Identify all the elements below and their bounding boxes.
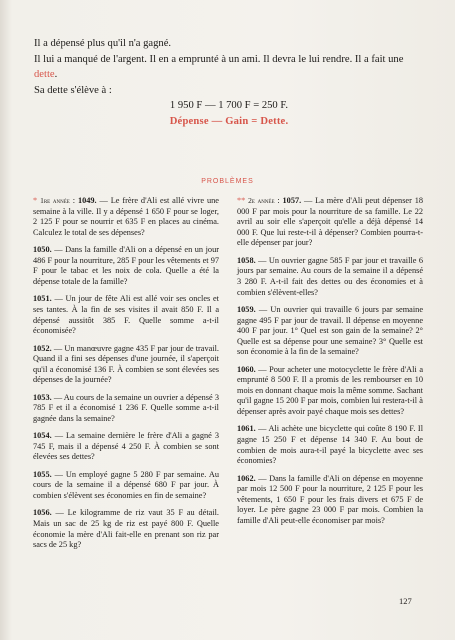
problem-text: Au cours de la semaine un ouvrier a dépensé 3 785 F et il a économisé 1 236 F. Quelle somme a-t-il gagnée dans la semaine? [33,392,219,423]
problem-item: 1050. — Dans la famille d'Ali on a dépensé en un jour 486 F pour la nourriture, 285 F pour les vêtements et 97 F pour le tabac et les noix de cola. Quelle a été la dépense totale de la famille? [33,245,219,286]
intro-text [34,36,424,98]
page-number: 127 [399,596,412,606]
problem-text: Un jour de fête Ali est allé voir ses oncles et ses tantes. À la fin de ses visites il avait 850 F. Il a dépensé aussitôt 385 F. Quelle somme a-t-il économisée? [33,294,219,336]
problem-text: Pour acheter une motocyclette le frère d'Ali a emprunté 8 500 F. Il a promis de les rembourser en 10 mois en donnant chaque mois la même somme. Sachant qu'il gagne 15 200 F par mois, combien lui restera-t-il à dépenser après avoir payé chaque mois ses dettes? [237,364,423,417]
problem-item: 1051. — Un jour de fête Ali est allé voir ses oncles et ses tantes. À la fin de ses visites il avait 850 F. Il a dépensé aussitôt 385 F. Quelle somme a-t-il économisée? [33,294,219,336]
problem-item: 1052. — Un manœuvre gagne 435 F par jour de travail. Quand il a fini ses dépenses d'une journée, il s'aperçoit qu'il a économisé 136 F. À combien se sont élevées ses dépenses de la journée? [33,343,219,385]
section-title: PROBLÈMES [201,178,254,185]
problem-text: Le frère d'Ali est allé vivre une semaine à la ville. Il y a dépensé 1 650 F pour se loger, 2 125 F pour se nourrir et 635 F en places au cinéma. Calculez le total de ses dépenses? [33,196,219,237]
problem-item: 1056. — Le kilogramme de riz vaut 35 F au détail. Mais un sac de 25 kg de riz est payé 800 F. Quelle économie la mère d'Ali fait-elle en prenant son riz par sacs de 25 kg? [33,508,220,550]
problem-text: Dans la famille d'Ali on dépense en moyenne par mois 12 500 F pour la nourriture, 2 125 F pour les vêtements, 1 650 F pour les frais divers et 675 F de loyer. Le père gagne 23 000 F par mois. Combien la famille d'Ali peut-elle économiser par mois? [237,473,423,526]
equation-words: Dépense — Gain = Dette. [169,115,289,127]
problem-item: 1059. — Un ouvrier qui travaille 6 jours par semaine gagne 495 F par jour de travail. Il dépense en moyenne 400 F par jour. 1° Quel est son gain de la semaine? 2° Quelle est sa dépense pour une semaine? 3° Quelle est son économie à la fin de la semaine? [237,304,424,357]
problem-text: Dans la famille d'Ali on a dépensé en un jour 486 F pour la nourriture, 285 F pour les vêtements et 97 F pour le tabac et les noix de cola. Quelle a été la dépense totale de la famille? [33,245,219,286]
grade-label: 2e année [248,196,275,205]
problem-number: 1053. [33,392,52,402]
problems-left-column [33,196,219,558]
problem-item: 1061. — Ali achète une bicyclette qui coûte 8 190 F. Il gagne 15 250 F et dépense 14 340 F. Au bout de combien de mois aura-t-il payé la bicyclette avec ses économies? [237,424,423,466]
problem-number: 1055. [33,469,52,479]
problem-item: 1060. — Pour acheter une motocyclette le frère d'Ali a emprunté 8 500 F. Il a promis de les rembourser en 10 mois en donnant chaque mois la même somme. Sachant qu'il gagne 15 200 F par mois, combien lui restera-t-il à dépenser après avoir payé chaque mois ses dettes? [237,364,423,417]
problem-item: ** 2e année : 1057. — La mère d'Ali peut dépenser 18 000 F par mois pour la nourriture de sa famille. Le 22 avril au soir elle s'aperçoit qu'elle a déjà dépensé 14 000 F. Que lui reste-t-il à dépenser? Combien pourra-t-elle dépenser par jour? [237,196,424,248]
equation-numbers: 1 950 F — 1 700 F = 250 F. [169,100,289,111]
problem-item: 1058. — Un ouvrier gagne 585 F par jour et travaille 6 jours par semaine. Au cours de la semaine il a dépensé 3 280 F. A-t-il fait des dettes ou des économies et à combien s'élèvent-elles? [237,255,423,297]
problem-text: Un ouvrier gagne 585 F par jour et travaille 6 jours par semaine. Au cours de la semaine il a dépensé 3 280 F. A-t-il fait des dettes ou des économies et à combien s'élèvent-elles? [237,255,423,297]
problems-right-column [237,196,423,533]
problem-text: La semaine dernière le frère d'Ali a gagné 3 745 F, mais il a dépensé 4 250 F. À combien se sont élevées ses dettes? [33,431,219,462]
problem-text: Un manœuvre gagne 435 F par jour de travail. Quand il a fini ses dépenses d'une journée, il s'aperçoit qu'il a économisé 136 F. À combien se sont élevées ses dépenses de la journée? [33,343,219,385]
intro-line-2-text: Il lui a manqué de l'argent. Il en a emprunté à un ami. Il devra le lui rendre. Il a fait une [34,53,404,65]
problem-text: Le kilogramme de riz vaut 35 F au détail. Mais un sac de 25 kg de riz est payé 800 F. Quelle économie la mère d'Ali fait-elle en prenant son riz par sacs de 25 kg? [33,508,220,550]
problem-item: 1055. — Un employé gagne 5 280 F par semaine. Au cours de la semaine il a dépensé 680 F par jour. À combien s'élèvent ses économies en fin de semaine? [33,469,219,501]
problem-item: 1053. — Au cours de la semaine un ouvrier a dépensé 3 785 F et il a économisé 1 236 F. Quelle somme a-t-il gagnée dans la semaine? [33,392,219,423]
problem-number: 1056. [33,508,52,518]
problem-number: 1058. [237,255,256,265]
intro-line-3: Sa dette s'élève à : [34,84,112,96]
problem-number: 1049. [77,196,97,205]
problem-item: 1062. — Dans la famille d'Ali on dépense en moyenne par mois 12 500 F pour la nourriture, 2 125 F pour les vêtements, 1 650 F pour les frais divers et 675 F de loyer. Le père gagne 23 000 F par mois. Combien la famille d'Ali peut-elle économiser par mois? [237,473,423,526]
grade-label: 1re année [40,196,70,205]
problem-number: 1052. [33,343,52,353]
intro-line-1: Il a dépensé plus qu'il n'a gagné. [34,38,172,49]
intro-line-2-end: . [54,69,58,80]
problem-item: 1054. — La semaine dernière le frère d'Ali a gagné 3 745 F, mais il a dépensé 4 250 F. À combien se sont élevées ses dettes? [33,431,219,462]
problem-text: Ali achète une bicyclette qui coûte 8 190 F. Il gagne 15 250 F et dépense 14 340 F. Au bout de combien de mois aura-t-il payé la bicyclette avec ses économies? [237,424,423,466]
problem-number: 1057. [282,196,302,205]
dette-term: dette [34,69,55,80]
problem-number: 1062. [237,473,256,483]
problem-text: Un ouvrier qui travaille 6 jours par semaine gagne 495 F par jour de travail. Il dépense en moyenne 400 F par jour. 1° Quel est son gain de la semaine? 2° Quelle est sa dépense pour une semaine? 3° Quelle est son économie à la fin de la semaine? [237,304,424,357]
problem-number: 1051. [33,294,52,304]
problem-number: 1060. [237,364,256,374]
problem-number: 1059. [237,304,256,314]
difficulty-star: ** [237,196,246,205]
problem-number: 1050. [33,245,52,255]
problem-number: 1061. [237,424,256,434]
intro-line-2 [34,52,424,83]
problem-text: Un employé gagne 5 280 F par semaine. Au cours de la semaine il a dépensé 680 F par jour. À combien s'élèvent ses économies en fin de semaine? [33,469,219,501]
difficulty-star: * [33,196,38,205]
equation-block [34,98,424,129]
problem-item: * 1re année : 1049. — Le frère d'Ali est allé vivre une semaine à la ville. Il y a dépensé 1 650 F pour se loger, 2 125 F pour se nourrir et 635 F en places au cinéma. Calculez le total de ses dépenses? [33,196,219,237]
problem-number: 1054. [33,431,52,441]
problem-text: La mère d'Ali peut dépenser 18 000 F par mois pour la nourriture de sa famille. Le 22 avril au soir elle s'aperçoit qu'elle a déjà dépensé 14 000 F. Que lui reste-t-il à dépenser? Combien pourra-t-elle dépenser par jour? [237,196,424,248]
